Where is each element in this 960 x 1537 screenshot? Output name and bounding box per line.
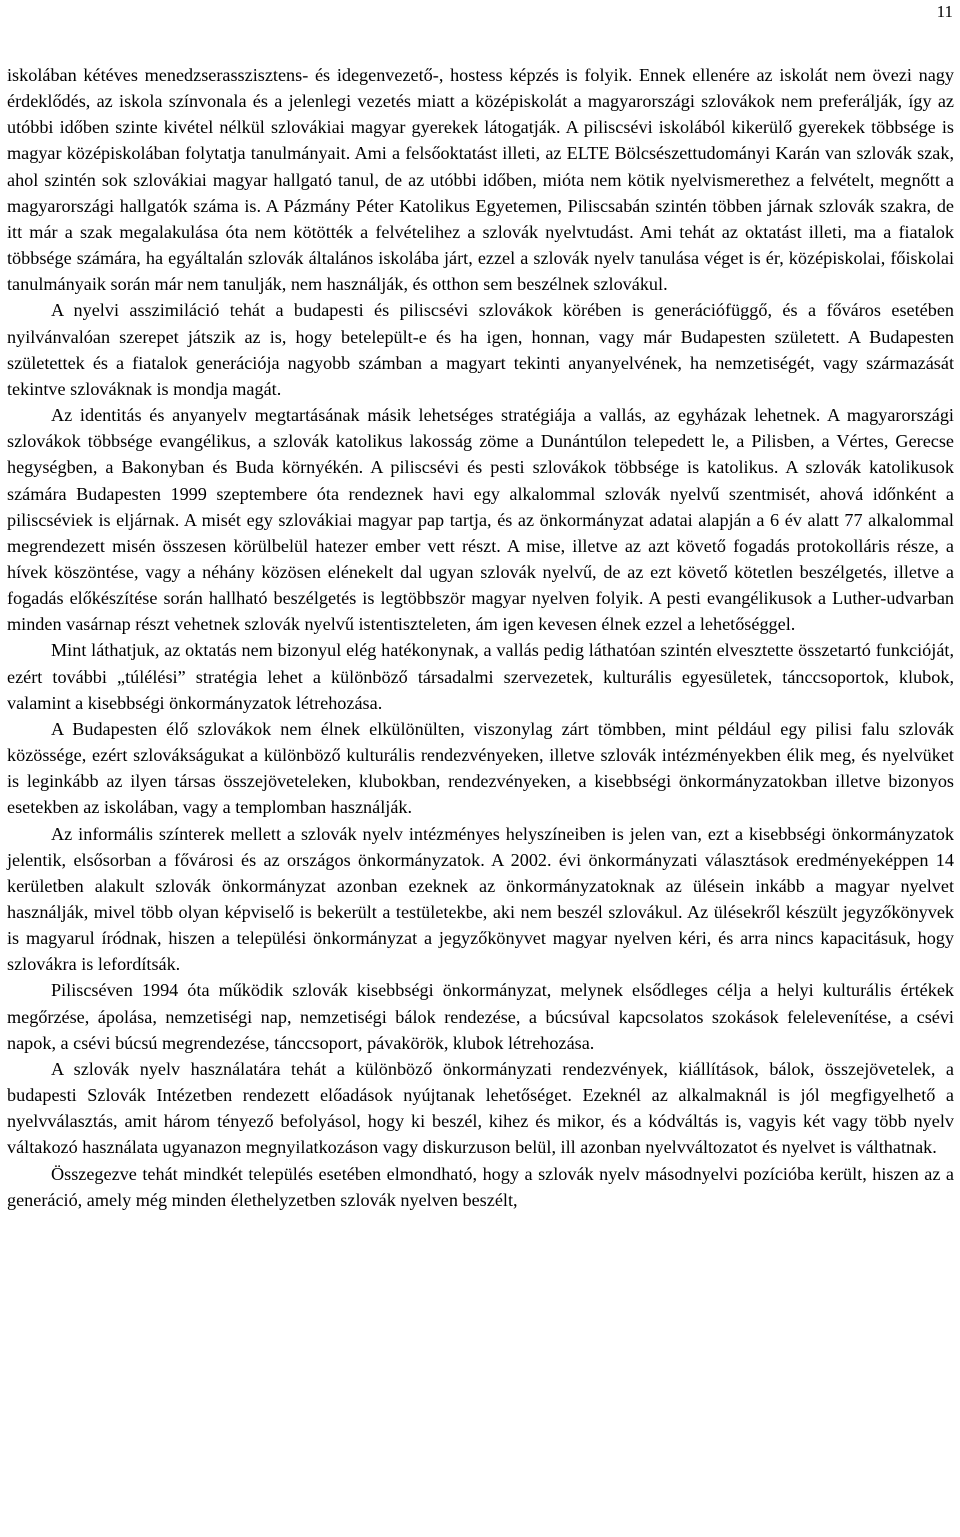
paragraph-minority-self-government: Az informális színterek mellett a szlovák nyelv intézményes helyszíneiben is jelen van, ezt a kisebbségi önkormányzatok jelentik, elsősorban a fővárosi és az országos önkormányzatok. A 2002. évi önkormányzati választások eredményeképpen 14 kerületben alakult szlovák önkormányzat azonban ezeknek az önkormányzatoknak az ülésein inkább a magyar nyelvet használják, mivel több olyan képviselő is bekerült a testületekbe, aki nem beszél szlovákul. Az ülésekről készült jegyzőkönyvek is magyarul íródnak, hiszen a települési önkormányzat a jegyzőkönyvet magyar nyelven kéri, és arra nincs kapacitásuk, hogy szlovákra is lefordítsák. xyxy=(7,823,954,975)
paragraph-language-use-events: A szlovák nyelv használatára tehát a különböző önkormányzati rendezvények, kiállítások, bálok, összejövetelek, a budapesti Szlovák Intézetben rendezett előadások nyújtanak lehetőséget. Ezeknél az alkalmaknál is jól megfigyelhető a nyelvválasztás, amit három tényező befolyásol, hogy ki beszél, kihez és mikor, és a kódváltás is, vagyis két vagy több nyelv váltakozó használata ugyanazon megnyilatkozáson vagy diskurzuson belül, ill azonban nyelvváltozatot és nyelvet is válthatnak. xyxy=(7,1058,954,1158)
page-number: 11 xyxy=(936,2,953,21)
paragraph-summary: Összegezve tehát mindkét település esetében elmondható, hogy a szlovák nyelv másodnyelvi pozícióba került, hiszen az a generáció, amely még minden élethelyzetben szlovák nyelven beszélt, xyxy=(7,1163,954,1210)
paragraph-budapest-slovaks: A Budapesten élő szlovákok nem élnek elkülönülten, viszonylag zárt tömbben, mint például egy pilisi falu szlovák közössége, ezért szlovákságukat a különböző kulturális rendezvényeken, illetve szlovák intézményekben élik meg, és nyelvüket is leginkább az ilyen társas összejöveteleken, klubokban, rendezvényeken, a kisebbségi önkormányzatokban illetve bizonyos esetekben az iskolában, vagy a templomban használják. xyxy=(7,718,954,818)
document-body xyxy=(7,62,954,1213)
paragraph-survival-strategy: Mint láthatjuk, az oktatás nem bizonyul elég hatékonynak, a vallás pedig láthatóan szintén elvesztette összetartó funkcióját, ezért további „túlélési” stratégia lehet a különböző társadalmi szervezetek, kulturális egyesületek, tánccsoportok, klubok, valamint a kisebbségi önkormányzatok létrehozása. xyxy=(7,640,954,713)
paragraph-language-assimilation: A nyelvi asszimiláció tehát a budapesti és piliscsévi szlovákok körében is generációfüggő, és a főváros esetében nyilvánvalóan szerepet játszik az is, hogy betelepült-e és ha igen, honnan, vagy már Budapesten született. A Budapesten születettek és a fiatalok generációja nagyobb számban a magyart tekinti anyanyelvének, ha nemzetiségét, vagy származását tekintve szlováknak is mondja magát. xyxy=(7,300,954,399)
paragraph-piliscsev-self-government: Piliscséven 1994 óta működik szlovák kisebbségi önkormányzat, melynek elsődleges célja a helyi kulturális értékek megőrzése, ápolása, nemzetiségi nap, nemzetiségi bálok rendezése, a búcsúval kapcsolatos szokások felelevenítése, a csévi napok, a csévi búcsú megrendezése, tánccsoport, pávakörök, klubok létrehozása. xyxy=(7,980,954,1053)
paragraph-school-education: iskolában kétéves menedzserasszisztens- és idegenvezető-, hostess képzés is folyik. Ennek ellenére az iskolát nem övezi nagy érdeklődés, az iskola színvonala és a jelenlegi vezetés miatt a középiskolát a magyarországi szlovákok nem preferálják, így az utóbbi időben szinte kivétel nélkül szlovákiai magyar gyerekek látogatják. A piliscsévi iskolából kikerülő gyerekek többsége is magyar középiskolában folytatja tanulmányait. Ami a felsőoktatást illeti, az ELTE Bölcsészettudományi Karán van szlovák szak, ahol szintén sok szlovákiai magyar hallgató tanul, de az utóbbi időben, mióta nem kötik nyelvismerethez a felvételt, megnőtt a magyarországi hallgatók száma is. A Pázmány Péter Katolikus Egyetemen, Piliscsabán szintén többen járnak szlovák szakra, de itt már a szak megalakulása óta nem kötötték a felvételihez a szlovák nyelvtudást. Ami tehát az oktatást illeti, ma a fiatalok többsége számára, ha egyáltalán szlovák általános iskolába járt, ezzel a szlovák nyelv tanulása véget is ér, középiskolai, főiskolai tanulmányaik során már nem tanulják, nem használják, és otthon sem beszélnek szlovákul. xyxy=(7,65,954,295)
paragraph-religion-churches: Az identitás és anyanyelv megtartásának másik lehetséges stratégiája a vallás, az egyházak lehetnek. A magyarországi szlovákok többsége evangélikus, a szlovák katolikus lakosság zöme a Dunántúlon telepedett le, a Pilisben, a Vértes, Gerecse hegységben, a Bakonyban és Buda környékén. A piliscsévi és pesti szlovákok többsége is katolikus. A szlovák katolikusok számára Budapesten 1999 szeptembere óta rendeznek havi egy alkalommal szlovák nyelvű szentmisét, ahová időnként a piliscséviek is eljárnak. A misét egy szlovákiai magyar pap tartja, és az önkormányzat adatai alapján a 6 év alatt 77 alkalommal megrendezett misén összesen körülbelül hatezer ember vett részt. A mise, illetve az azt követő fogadás protokolláris része, a hívek köszöntése, vagy a néhány közösen elénekelt dal ugyan szlovák nyelvű, de az ezt követő kötetlen beszélgetés, illetve a fogadás előkészítése során hallható beszélgetés is legtöbbször magyar nyelven folyik. A pesti evangélikusok a Luther-udvarban minden vasárnap részt vehetnek szlovák nyelvű istentiszteleten, ám igen kevesen élnek ezzel a lehetőséggel. xyxy=(7,405,954,635)
